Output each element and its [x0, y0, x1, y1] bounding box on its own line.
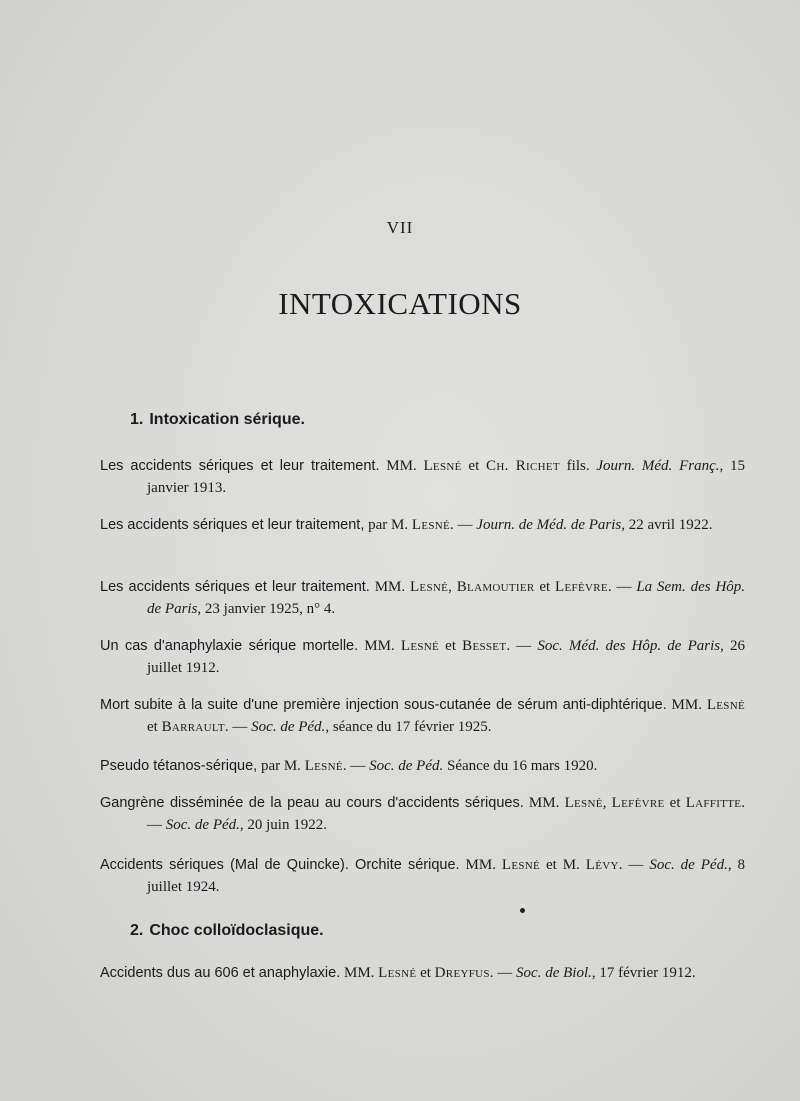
entry-title: Les accidents sériques et leur traitement. — [100, 458, 380, 474]
author-name: Blamoutier — [456, 579, 535, 595]
citation-text: et — [439, 638, 463, 654]
citation-text: par M. — [364, 517, 412, 533]
journal-name: Soc. de Péd. — [165, 817, 240, 833]
author-name: Lévy — [585, 857, 619, 873]
citation-text: MM. — [358, 638, 401, 654]
author-name: Ch. Richet — [486, 458, 560, 474]
citation-text: , séance du 17 février 1925. — [325, 719, 492, 735]
citation-text: . — — [450, 517, 477, 533]
section-heading — [130, 922, 324, 940]
journal-name: Journ. Méd. Franç. — [596, 458, 720, 474]
journal-name: Soc. de Biol. — [516, 965, 592, 981]
citation-text: par M. — [257, 758, 305, 774]
citation-text: . — — [506, 638, 538, 654]
bibliography-entry — [100, 755, 745, 777]
citation-text: , 20 juin 1922. — [239, 817, 327, 833]
citation-text: . — — [607, 579, 637, 595]
bibliography-entry — [100, 514, 745, 536]
journal-name: Soc. Méd. des Hôp. de Paris — [537, 638, 721, 654]
bibliography-entry — [100, 962, 745, 984]
citation-text: , 15 janvier 1913. — [147, 458, 746, 496]
section-number: 1. — [130, 411, 144, 428]
citation-text: MM. — [379, 458, 424, 474]
citation-text: MM. — [369, 579, 410, 595]
entry-title: Mort subite à la suite d'une première injection sous-cutanée de sérum anti-diphtérique. — [100, 697, 667, 713]
citation-text: fils. — [559, 458, 597, 474]
author-name: Lesné — [409, 579, 449, 595]
citation-text: et — [664, 795, 686, 811]
citation-text: , 23 janvier 1925, n° 4. — [197, 601, 336, 617]
author-name: Lesné — [411, 517, 451, 533]
author-name: Barrault — [161, 719, 225, 735]
section-heading — [130, 411, 305, 429]
entry-title: Pseudo tétanos-sérique, — [100, 758, 258, 774]
citation-text: et M. — [540, 857, 586, 873]
citation-text: et — [461, 458, 487, 474]
citation-text: MM. — [666, 697, 707, 713]
citation-text: et — [416, 965, 435, 981]
citation-text: . — — [147, 795, 746, 833]
section-title: Intoxication sérique. — [149, 411, 305, 428]
bibliography-entry — [100, 635, 745, 679]
journal-name: Soc. de Péd. — [251, 719, 326, 735]
citation-text: , 17 février 1912. — [591, 965, 696, 981]
citation-text: MM. — [459, 857, 502, 873]
bibliography-entry — [100, 854, 745, 898]
author-name: Lesné — [564, 795, 603, 811]
citation-text: et — [147, 719, 162, 735]
journal-name: Soc. de Péd. — [649, 857, 728, 873]
author-name: Lesné — [501, 857, 541, 873]
author-name: Lefèvre — [555, 579, 608, 595]
citation-text: . — — [342, 758, 370, 774]
journal-name: La Sem. des Hôp. de Paris — [147, 579, 746, 617]
bibliography-entry — [100, 792, 745, 836]
citation-text: . — — [489, 965, 517, 981]
author-name: Lesné — [706, 697, 745, 713]
author-name: Lesné — [378, 965, 417, 981]
journal-name: Journ. de Méd. de Paris — [476, 517, 622, 533]
entry-title: Gangrène disséminée de la peau au cours d'accidents sériques. — [100, 795, 524, 811]
author-name: Laffitte — [685, 795, 742, 811]
bibliography-entry — [100, 576, 745, 620]
entry-title: Les accidents sériques et leur traitement, — [100, 517, 365, 533]
author-name: Lesné — [304, 758, 343, 774]
citation-text: . — — [224, 719, 252, 735]
bibliography-entry — [100, 455, 745, 499]
entry-title: Accidents sériques (Mal de Quincke). Orchite sérique. — [100, 857, 460, 873]
citation-text: Séance du 16 mars 1920. — [443, 758, 598, 774]
citation-text: , 22 avril 1922. — [621, 517, 713, 533]
journal-name: Soc. de Péd. — [369, 758, 444, 774]
author-name: Dreyfus — [434, 965, 490, 981]
citation-text: MM. — [340, 965, 379, 981]
author-name: Lefèvre — [611, 795, 665, 811]
section-title: Choc colloïdoclasique. — [149, 922, 324, 939]
citation-text: , 26 juillet 1912. — [147, 638, 745, 676]
section-number: 2. — [130, 922, 144, 939]
citation-text: . — — [618, 857, 650, 873]
chapter-title: INTOXICATIONS — [278, 286, 522, 321]
author-name: Besset — [462, 638, 507, 654]
chapter-number: VII — [386, 218, 414, 237]
entry-title: Un cas d'anaphylaxie sérique mortelle. — [100, 638, 359, 654]
citation-text: MM. — [523, 795, 565, 811]
ink-speck — [520, 908, 525, 913]
entry-title: Accidents dus au 606 et anaphylaxie. — [100, 965, 341, 981]
author-name: Lesné — [423, 458, 462, 474]
citation-text: , — [448, 579, 457, 595]
citation-text: et — [534, 579, 556, 595]
citation-text: , 8 juillet 1924. — [147, 857, 746, 895]
author-name: Lesné — [400, 638, 440, 654]
citation-text: , — [602, 795, 612, 811]
bibliography-entry — [100, 694, 745, 738]
entry-title: Les accidents sériques et leur traitement. — [100, 579, 370, 595]
